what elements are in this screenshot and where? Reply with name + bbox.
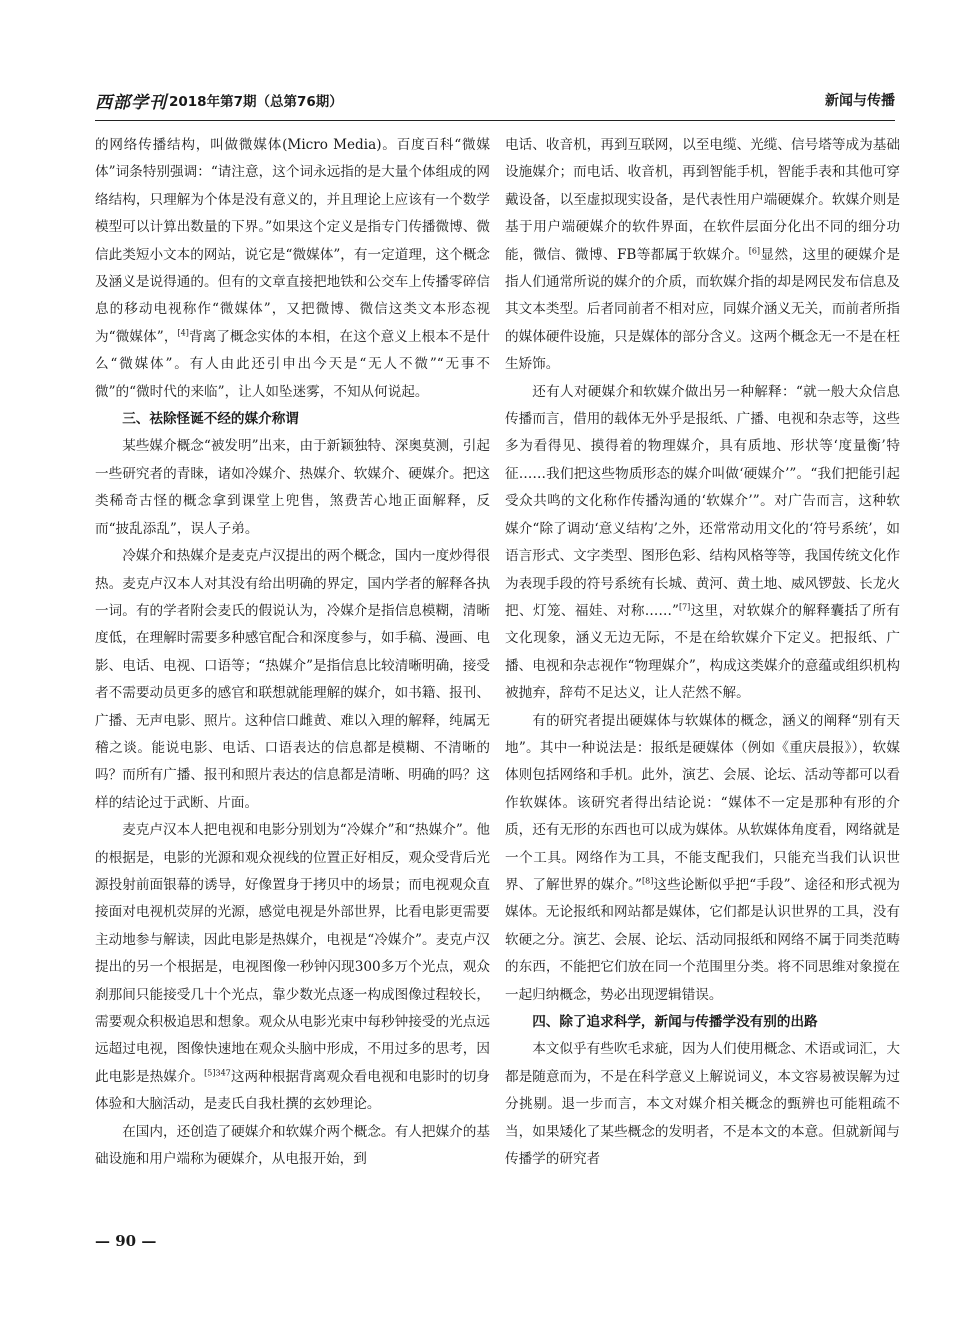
paragraph-text: 在国内，还创造了硬媒介和软媒介两个概念。有人把媒介的基础设施和用户端称为硬媒介，从电报开始，到 xyxy=(95,1123,490,1168)
page-number: — 90 — xyxy=(95,1232,157,1250)
paragraph-text: 电话、收音机，再到互联网，以至电缆、光缆、信号塔等成为基础设施媒介；而电话、收音机，再到智能手机，智能手表和其他可穿戴设备，以至虚拟现实设备，是代表性用户端硬媒介。软媒介则是基于用户端硬媒介的软件界面，在软件层面分化出不同的细分功能，微信、微博、FB等都属于软媒介。 xyxy=(505,137,900,263)
citation-marker: [4] xyxy=(177,328,189,338)
section-heading: 四、除了追求科学，新闻与传播学没有别的出路 xyxy=(532,1014,818,1030)
paragraph-text: 这些论断似乎把“手段”、途径和形式视为媒体。无论报纸和网站都是媒体，它们都是认识世界的工具，没有软硬之分。演艺、会展、论坛、活动同报纸和网络不属于同类范畴的东西，不能把它们放在同一个范围里分类。将不同思维对象搅在一起归纳概念，势必出现逻辑错误。 xyxy=(505,876,900,1003)
citation-marker: [7] xyxy=(678,602,691,612)
left-column xyxy=(95,132,490,1173)
citation-marker: [8] xyxy=(641,876,654,886)
citation-marker: [5]347 xyxy=(204,1068,231,1078)
paragraph-text: 冷媒介和热媒介是麦克卢汉提出的两个概念，国内一度炒得很热。麦克卢汉本人对其没有给出明确的界定，国内学者的解释各执一词。有的学者附会麦氏的假说认为，冷媒介是指信息模糊，清晰度低，在理解时需要多种感官配合和深度参与，如手稿、漫画、电影、电话、电视、口语等；“热媒介”是指信息比较清晰明确，接受者不需要动员更多的感官和联想就能理解的媒介，如书籍、报刊、广播、无声电影、照片。这种信口雌黄、难以入理的解释，纯属无稽之谈。能说电影、电话、口语表达的信息都是模糊、不清晰的吗？而所有广播、报刊和照片表达的信息都是清晰、明确的吗？这样的结论过于武断、片面。 xyxy=(95,548,490,811)
section-heading: 三、祛除怪诞不经的媒介称谓 xyxy=(122,411,299,428)
body-paragraph xyxy=(505,132,900,379)
paragraph-text: 某些媒介概念“被发明”出来，由于新颖独特、深奥莫测，引起一些研究者的青睐，诸如冷媒介、热媒介、软媒介、硬媒介。把这类稀奇古怪的概念拿到课堂上兜售，煞费苦心地正面解释，反而“披乱添乱”，误人子弟。 xyxy=(95,438,490,537)
paragraph-text: 麦克卢汉本人把电视和电影分别划为“冷媒介”和“热媒介”。他的根据是，电影的光源和观众视线的位置正好相反，观众受背后光源投射前面银幕的诱导，好像置身于拷贝中的场景；而电视观众直接面对电视机荧屏的光源，感觉电视是外部世界，比看电影更需要主动地参与解读，因此电影是热媒介，电视是“冷媒介”。麦克卢汉提出的另一个根据是，电视图像一秒钟闪现300多万个光点，观众刹那间只能接受几十个光点，靠少数光点逐一构成图像过程较长，需要观众积极追思和想象。观众从电影光束中每秒钟接受的光点远远超过电视，图像快速地在观众头脑中形成，不用过多的思考，因此电影是热媒介。 xyxy=(95,822,490,1085)
right-column xyxy=(505,132,900,1173)
journal-issue: 2018年第7期（总第76期） xyxy=(169,94,343,110)
paragraph-text: 显然，这里的硬媒介是指人们通常所说的媒介的介质，而软媒介指的却是网民发布信息及其文本类型。后者同前者不相对应，同媒介涵义无关，而前者所指的媒体硬件设施，只是媒体的部分含义。这两个概念无一不是在枉生矫饰。 xyxy=(505,246,900,373)
paragraph-text: 背离了概念实体的本相，在这个意义上根本不是什么“微媒体”。有人由此还引申出今天是“无人不微”“无事不微”的“微时代的来临”，让人如坠迷雾，不知从何说起。 xyxy=(95,328,490,400)
paragraph-text: 本文似乎有些吹毛求疵，因为人们使用概念、术语或词汇，大都是随意而为，不是在科学意义上解说词义，本文容易被误解为过分挑剔。退一步而言，本文对媒介相关概念的甄辨也可能粗疏不当，如果矮化了某些概念的发明者，不是本文的本意。但就新闻与传播学的研究者 xyxy=(505,1041,900,1168)
body-paragraph xyxy=(505,708,900,1009)
page-header xyxy=(95,82,895,121)
citation-marker: [6] xyxy=(748,246,761,256)
body-paragraph xyxy=(95,132,490,406)
paragraph-text: 这里，对软媒介的解释囊括了所有文化现象，涵义无边无际，不是在给软媒介下定义。把报纸、广播、电视和杂志视作“物理媒介”，构成这类媒介的意蕴或组织机构被抛弃，辞苟不足达义，让人茫然不解。 xyxy=(505,602,901,702)
paragraph-text: 这两种根据背离观众看电视和电影时的切身体验和大脑活动，是麦氏自我杜撰的玄妙理论。 xyxy=(95,1068,491,1113)
body-paragraph xyxy=(505,1036,900,1173)
body-paragraph xyxy=(505,379,900,708)
body-paragraph xyxy=(95,543,490,817)
body-paragraph xyxy=(95,433,490,543)
body-paragraph xyxy=(95,1119,490,1174)
paragraph-text: 有的研究者提出硬媒体与软媒体的概念，涵义的阐释“别有天地”。其中一种说法是：报纸是硬媒体（例如《重庆晨报》），软媒体则包括网络和手机。此外，演艺、会展、论坛、活动等都可以看作软媒体。该研究者得出结论说：“媒体不一定是那种有形的介质，还有无形的东西也可以成为媒体。从软媒体角度看，网络就是一个工具。网络作为工具，不能支配我们，只能充当我们认识世界、了解世界的媒介。” xyxy=(505,712,900,893)
journal-logo: 西部学刊 xyxy=(95,93,167,113)
body-paragraph xyxy=(95,817,490,1118)
paragraph-text: 还有人对硬媒介和软媒介做出另一种解释：“就一般大众信息传播而言，借用的载体无外乎是报纸、广播、电视和杂志等，这些多为看得见、摸得着的物理媒介，具有质地、形状等‘度量衡’特征……我们把这些物质形态的媒介叫做‘硬媒介’”。“我们把能引起受众共鸣的文化称作传播沟通的‘软媒介’”。对广告而言，这种软媒介“除了调动‘意义结构’之外，还常常动用文化的‘符号系统’，如语言形式、文字类型、图形色彩、结构风格等等，我国传统文化作为表现手段的符号系统有长城、黄河、黄土地、威风锣鼓、长龙火把、灯笼、福娃、对称……” xyxy=(505,383,900,619)
section-label: 新闻与传播 xyxy=(825,93,895,109)
paragraph-text: 的网络传播结构，叫做微媒体(Micro Media)。百度百科“微媒体”词条特别强调：“请注意，这个词永远指的是大量个体组成的网络结构，只理解为个体是没有意义的，并且理论上应该有一个数学模型可以计算出数量的下界。”如果这个定义是指专门传播微博、微信此类短小文本的网站，说它是“微媒体”，有一定道理，这个概念及涵义是说得通的。但有的文章直接把地铁和公交车上传播零碎信息的移动电视称作“微媒体”，又把微博、微信这类文本形态视为“微媒体”， xyxy=(95,137,490,345)
